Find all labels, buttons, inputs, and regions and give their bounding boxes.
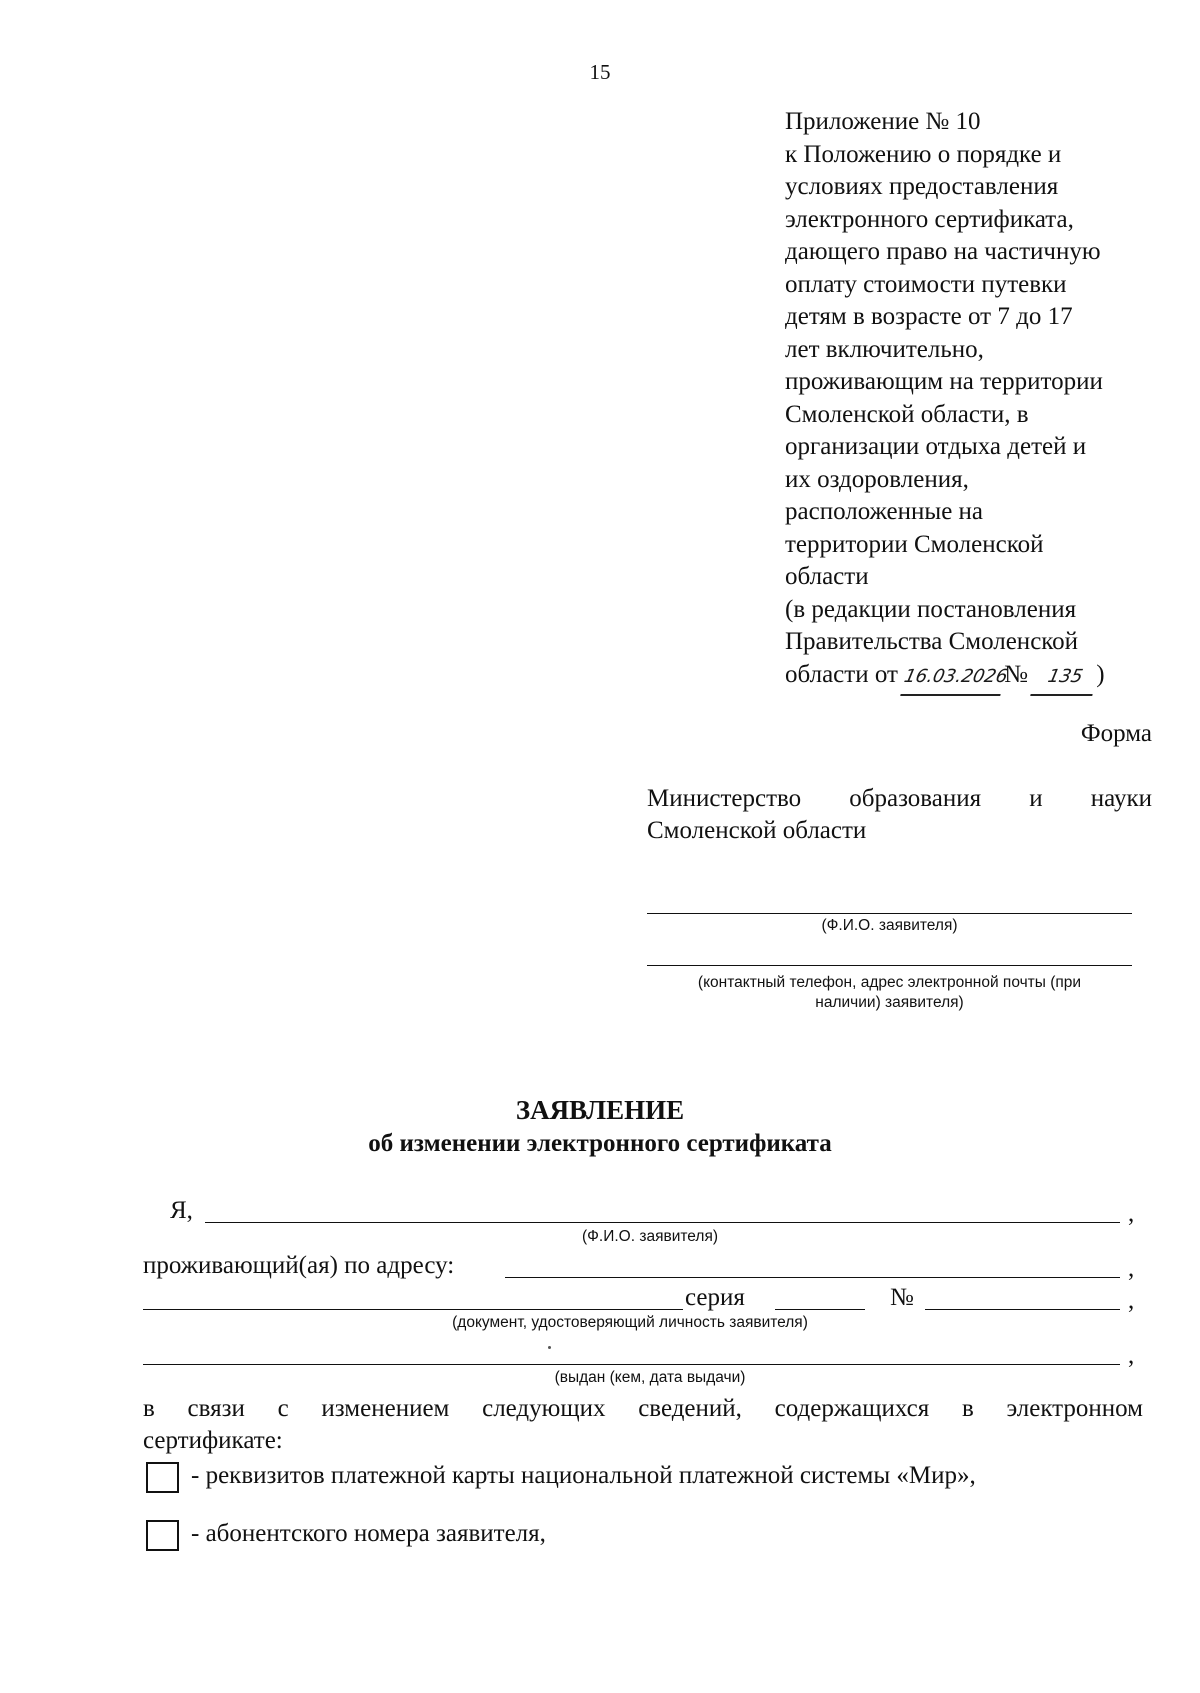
- appendix-line: их оздоровления,: [785, 465, 969, 493]
- scan-speck: [548, 1346, 551, 1349]
- appendix-line: области: [785, 563, 869, 590]
- comma: ,: [1128, 1342, 1135, 1369]
- issued-caption: (выдан (кем, дата выдачи): [554, 1369, 746, 1386]
- appendix-line: к Положению о порядке и: [785, 140, 1062, 168]
- fio-input-line[interactable]: [205, 1222, 1120, 1223]
- applicant-fio-caption: (Ф.И.О. заявителя): [821, 917, 958, 934]
- series-label: серия: [685, 1284, 745, 1311]
- reason-word: с: [277, 1395, 289, 1422]
- appendix-last-line: [785, 659, 1180, 696]
- appendix-line: электронного сертификата,: [785, 205, 1074, 233]
- reason-line-1: [143, 1393, 1143, 1425]
- option-subscriber-number-label: - абонентского номера заявителя,: [191, 1520, 546, 1547]
- ya-label: Я,: [170, 1197, 193, 1224]
- contact-caption-line: (контактный телефон, адрес электронной почты (при: [697, 974, 1082, 991]
- number-input-line[interactable]: [925, 1309, 1120, 1310]
- document-caption: (документ, удостоверяющий личность заявителя): [452, 1314, 808, 1331]
- address-label: проживающий(ая) по адресу:: [143, 1252, 455, 1279]
- comma: ,: [1128, 1287, 1135, 1314]
- reason-word: в: [143, 1395, 155, 1422]
- addressee-word: науки: [1090, 785, 1152, 812]
- addressee-word: и: [1029, 785, 1043, 812]
- issued-input-line[interactable]: [143, 1364, 1120, 1365]
- number-sign: №: [1004, 660, 1029, 688]
- reason-line-2: сертификате:: [143, 1427, 283, 1454]
- applicant-contact-line[interactable]: [647, 965, 1132, 966]
- document-subtitle: об изменении электронного сертификата: [368, 1130, 832, 1157]
- subscriber-number-checkbox[interactable]: [146, 1520, 179, 1551]
- reason-word: сведений,: [638, 1395, 742, 1422]
- appendix-line: оплату стоимости путевки: [785, 270, 1067, 298]
- form-label: Форма: [1080, 720, 1152, 747]
- reason-word: в: [961, 1395, 974, 1422]
- reason-word: изменением: [321, 1395, 450, 1422]
- addressee-word: Министерство: [647, 785, 802, 812]
- document-input-line[interactable]: [143, 1309, 683, 1310]
- document-title: ЗАЯВЛЕНИЕ: [515, 1095, 685, 1125]
- reason-word: следующих: [482, 1395, 606, 1422]
- payment-card-checkbox[interactable]: [146, 1462, 179, 1493]
- appendix-line: дающего право на частичную: [785, 238, 1101, 265]
- page-number: 15: [589, 60, 611, 84]
- appendix-line: условиях предоставления: [785, 173, 1059, 200]
- appendix-line: территории Смоленской: [785, 530, 1044, 558]
- addressee-word: образования: [849, 785, 982, 812]
- appendix-line: расположенные на: [785, 498, 984, 525]
- appendix-line: Приложение № 10: [785, 108, 981, 135]
- appendix-line: лет включительно,: [785, 335, 984, 363]
- reason-word: электронном: [1006, 1395, 1143, 1422]
- addressee-line-2: Смоленской области: [647, 817, 867, 844]
- fio-caption: (Ф.И.О. заявителя): [581, 1228, 718, 1245]
- appendix-line: Смоленской области, в: [785, 400, 1029, 428]
- closing-paren: ): [1096, 660, 1105, 688]
- addressee: [647, 783, 1152, 847]
- appendix-line: Правительства Смоленской: [785, 628, 1079, 655]
- applicant-contact-caption: [647, 973, 1132, 1013]
- appendix-line: организации отдыха детей и: [785, 433, 1087, 460]
- reason-word: содержащихся: [774, 1395, 930, 1422]
- option-payment-card-label: - реквизитов платежной карты национальной платежной системы «Мир»,: [191, 1462, 976, 1489]
- appendix-line: (в редакции постановления: [785, 595, 1077, 623]
- handwritten-number: 135: [1031, 661, 1100, 696]
- comma: ,: [1128, 1200, 1135, 1227]
- reason-paragraph: [143, 1393, 1143, 1457]
- addressee-line-1: [647, 783, 1152, 815]
- appendix-line: детям в возрасте от 7 до 17: [785, 303, 1073, 330]
- reason-word: связи: [187, 1395, 245, 1422]
- contact-caption-line: наличии) заявителя): [815, 994, 964, 1011]
- comma: ,: [1128, 1255, 1135, 1282]
- handwritten-date: 16.03.2026: [901, 661, 1008, 696]
- applicant-fio-line[interactable]: [647, 913, 1132, 914]
- appendix-line-prefix: области от: [785, 660, 898, 688]
- series-input-line[interactable]: [775, 1309, 865, 1310]
- address-input-line[interactable]: [505, 1277, 1120, 1278]
- number-label: №: [890, 1284, 914, 1311]
- appendix-line: проживающим на территории: [785, 368, 1103, 395]
- appendix-header: [785, 106, 1180, 695]
